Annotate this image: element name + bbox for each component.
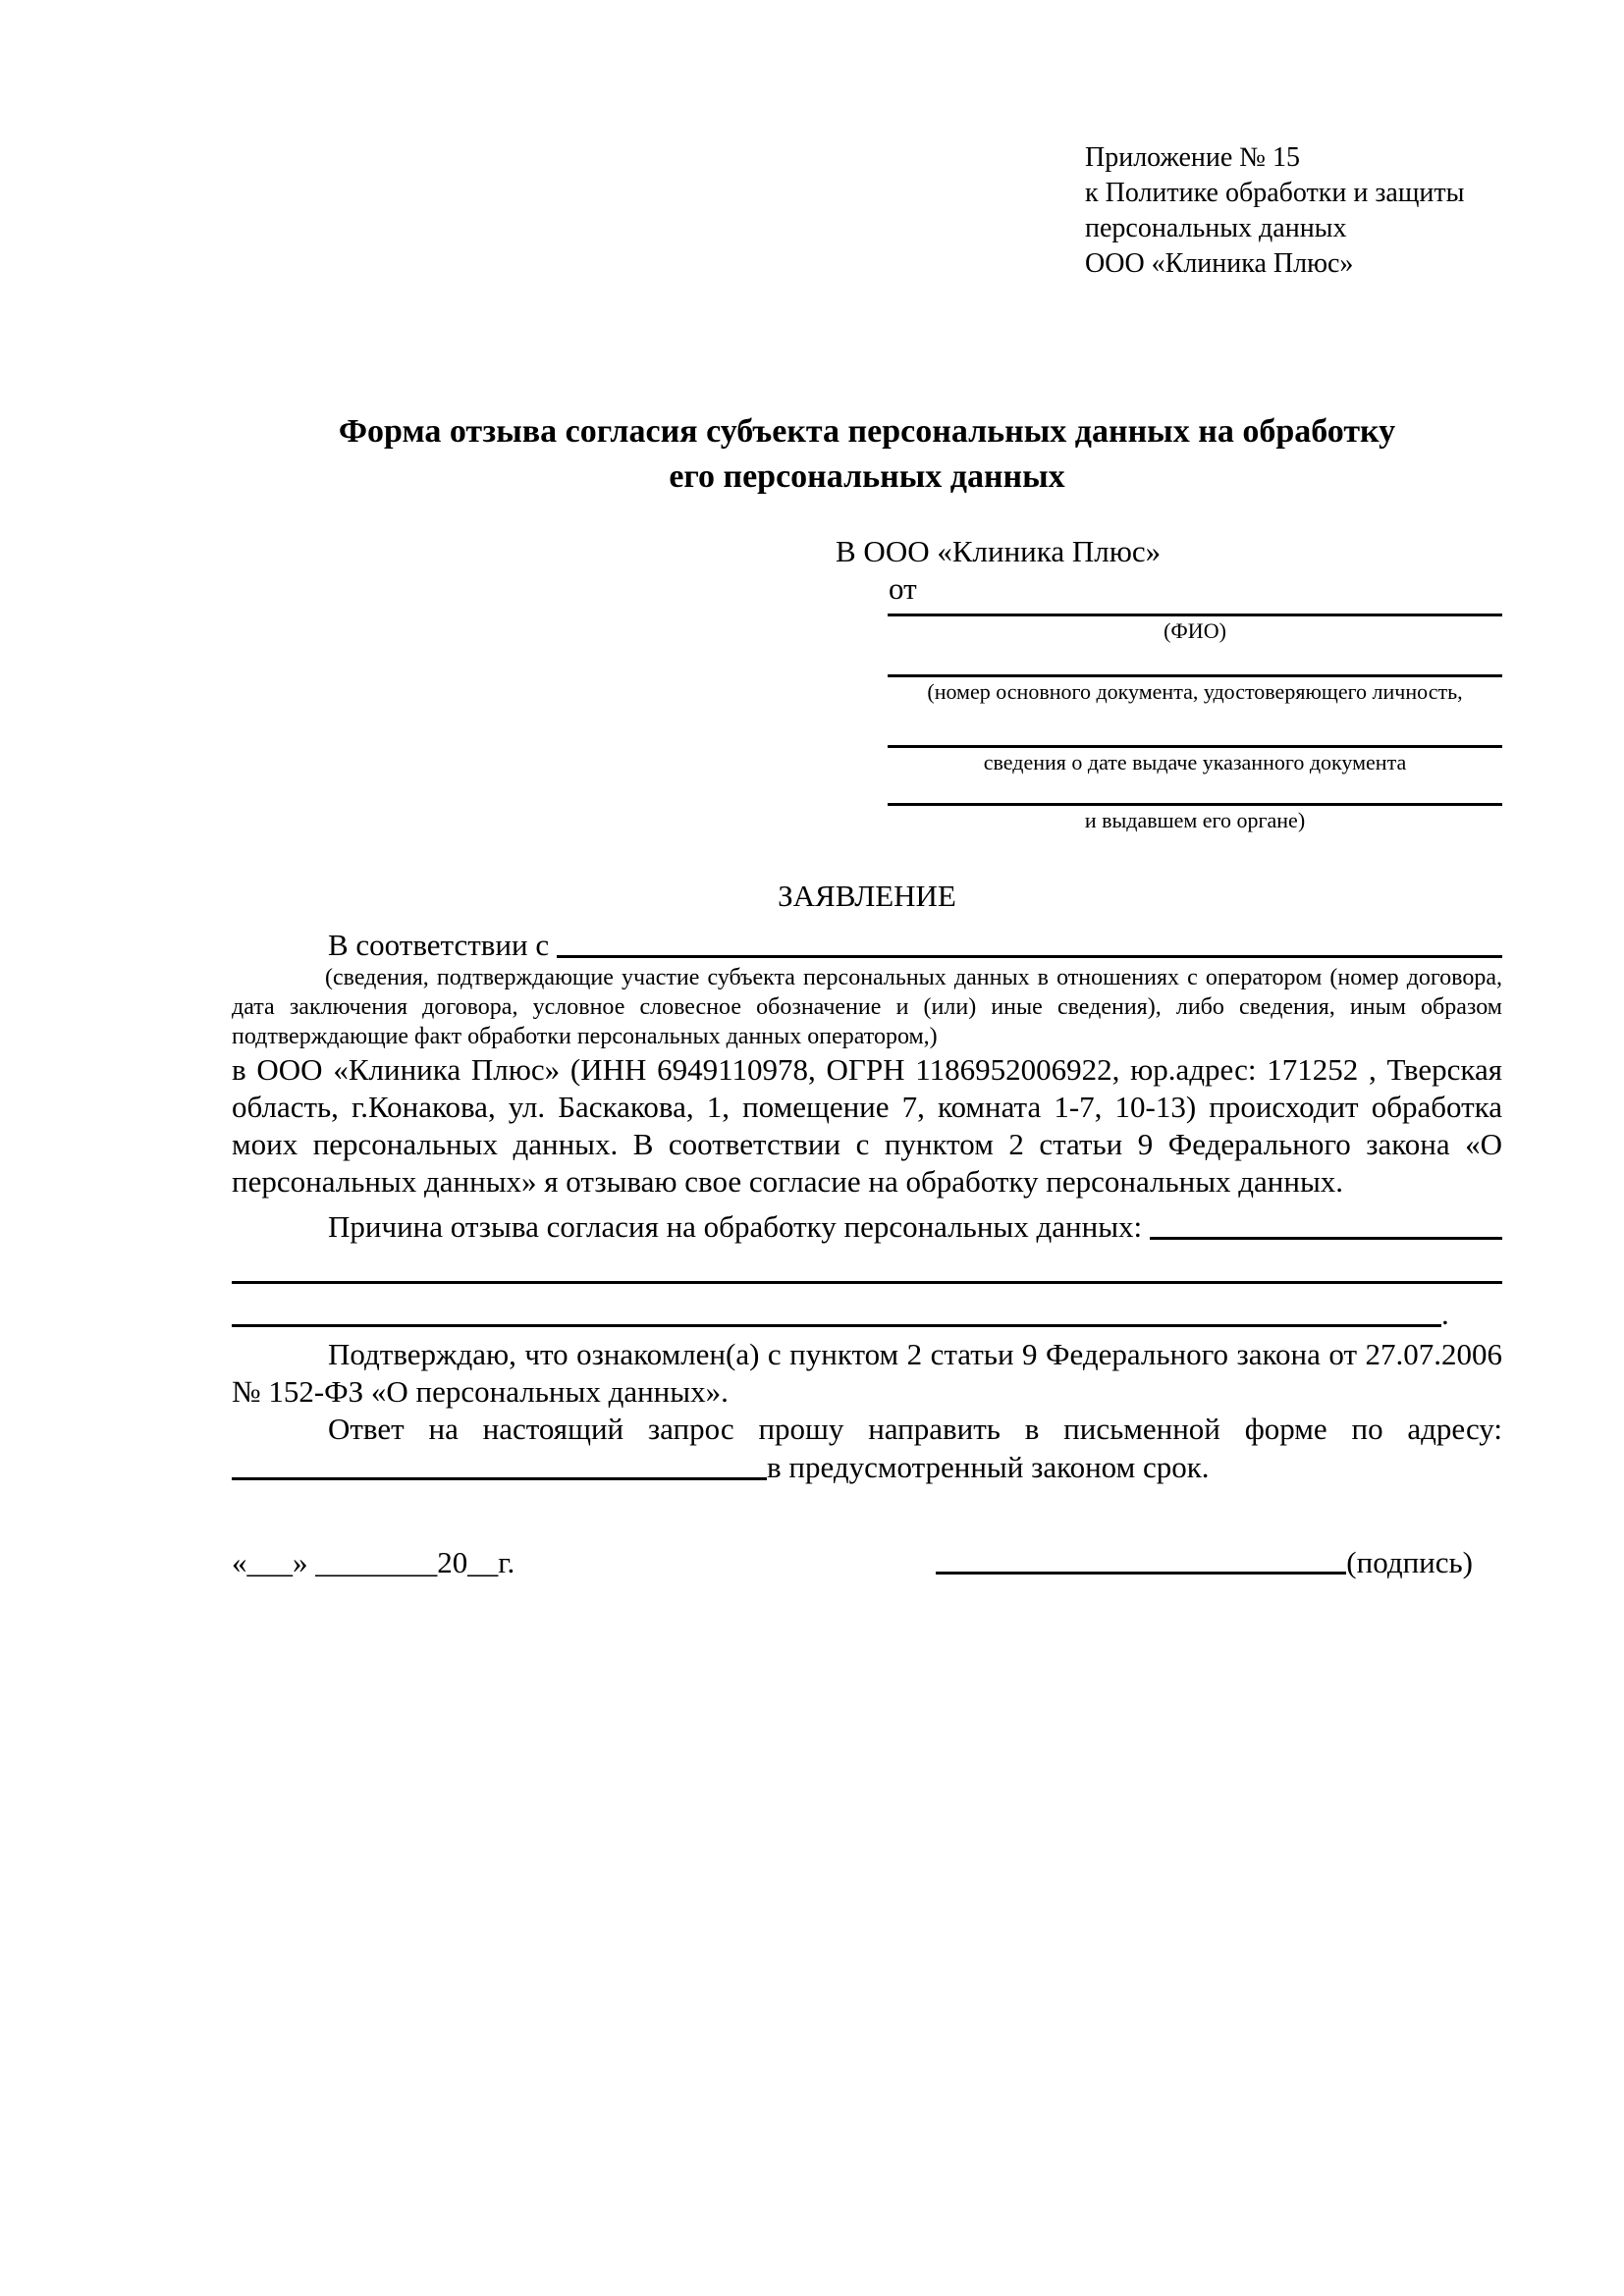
document-title-line-1: Форма отзыва согласия субъекта персональных данных на обработку [338,413,1396,450]
addressee-block [836,533,1502,835]
appendix-header [1085,140,1502,282]
issuing-authority-caption: и выдавшем его органе) [1084,808,1306,832]
accordance-prefix: В соответствии с [328,928,550,962]
document-title-line-2: его персональных данных [669,458,1065,495]
reason-terminator: . [1441,1297,1449,1331]
statement-note: (сведения, подтверждающие участие субъекта персональных данных в отношениях с оператором (номер договора, дата заключения договора, условное словесное обозначение и (или) иные сведения), либо сведения, иным образом подтверждающие факт обработки персональных данных оператором,) [232,965,1502,1049]
fio-blank-line [888,608,1502,616]
issuing-authority-field [888,777,1502,835]
document-title [232,409,1502,500]
issue-date-field [888,707,1502,777]
accordance-row [232,922,1502,963]
statement-heading: ЗАЯВЛЕНИЕ [778,879,956,913]
addressee-from-label: от [889,571,917,606]
document-number-caption: (номер основного документа, удостоверяющего личность, [927,679,1463,704]
appendix-header-line-3: персональных данных [1085,213,1347,243]
statement-body: в ООО «Клиника Плюс» (ИНН 6949110978, ОГРН 1186952006922, юр.адрес: 171252 , Тверская область, г.Конакова, ул. Баскакова, 1, помещение 7, комната 1-7, 10-13) происходит обработка моих персональных данных. В соответствии с пунктом 2 статьи 9 Федерального закона «О персональных данных» я отзываю свое согласие на обработку персональных данных. [232,1052,1502,1199]
signature-group [936,1545,1473,1580]
reason-blank-line-2 [232,1245,1502,1284]
fio-caption: (ФИО) [1164,618,1226,643]
appendix-header-line-4: ООО «Клиника Плюс» [1085,248,1354,279]
reply-suffix: в предусмотренный законом срок. [767,1450,1210,1484]
reason-prefix: Причина отзыва согласия на обработку персональных данных: [328,1209,1143,1244]
reply-address-row [232,1448,1502,1485]
appendix-header-line-1: Приложение № 15 [1085,142,1300,173]
signature-caption: (подпись) [1346,1545,1473,1579]
fio-field [888,608,1502,646]
signature-blank-line [936,1572,1346,1575]
reason-blank-line-3 [232,1324,1441,1327]
issue-date-blank-line [888,707,1502,748]
issuing-authority-blank-line [888,777,1502,806]
document-number-blank-line [888,646,1502,677]
appendix-header-line-2: к Политике обработки и защиты [1085,178,1465,208]
reply-request-text: Ответ на настоящий запрос прошу направить в письменной форме по адресу: [328,1412,1502,1446]
issue-date-caption: сведения о дате выдаче указанного документа [983,750,1407,774]
address-blank-line [232,1477,767,1480]
confirmation-text: Подтверждаю, что ознакомлен(а) с пунктом 2 статьи 9 Федерального закона от 27.07.2006 № 152-ФЗ «О персональных данных». [232,1337,1502,1409]
document-number-field [888,646,1502,707]
accordance-blank-line [557,955,1502,958]
addressee-fields [888,608,1502,835]
addressee-to: В ООО «Клиника Плюс» [836,534,1162,568]
reason-blank-line-1 [1150,1237,1502,1240]
reason-row [232,1205,1502,1245]
reason-blank-row-3 [232,1284,1502,1332]
date-blank: «___» ________20__г. [232,1545,515,1579]
signature-row [232,1539,1502,1580]
